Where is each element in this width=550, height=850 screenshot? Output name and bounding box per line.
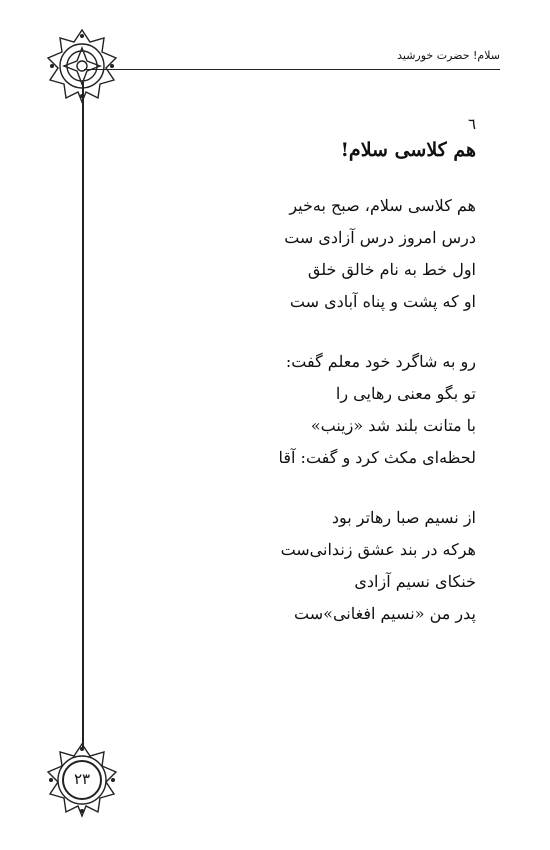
verse-line: لحظه‌ای مکث کرد و گفت: آقا: [278, 448, 476, 467]
margin-rule: [82, 82, 84, 748]
stanza-2: [136, 346, 476, 474]
stanza-3: [136, 502, 476, 630]
page-number: ۲۳: [73, 770, 91, 788]
verse-line: تو بگو معنی رهایی را: [335, 384, 476, 403]
running-header-title: سلام! حضرت خورشید: [397, 49, 500, 62]
rosette-ornament-icon: [42, 26, 122, 106]
header-rule: [84, 69, 500, 70]
verse-line: از نسیم صبا رهاتر بود: [331, 508, 476, 527]
verse-line: رو به شاگرد خود معلم گفت:: [285, 352, 476, 371]
verse-line: او که پشت و پناه آبادی ست: [289, 292, 476, 311]
verse-line: درس امروز درس آزادی ست: [284, 228, 476, 247]
stanza-1: [136, 190, 476, 318]
poem: [136, 112, 476, 658]
poem-title: هم کلاسی سلام!: [340, 139, 476, 161]
verse-line: پدر من «نسیم افغانی»ست: [294, 604, 476, 623]
verse-line: هم کلاسی سلام، صبح به‌خیر: [289, 196, 476, 215]
verse-line: اول خط به نام خالق خلق: [307, 260, 476, 279]
verse-line: هرکه در بند عشق زندانی‌ست: [280, 540, 476, 559]
verse-line: خنکای نسیم آزادی: [354, 572, 476, 591]
verse-line: با متانت بلند شد «زینب»: [310, 416, 476, 435]
poem-number: ٦: [467, 115, 476, 133]
